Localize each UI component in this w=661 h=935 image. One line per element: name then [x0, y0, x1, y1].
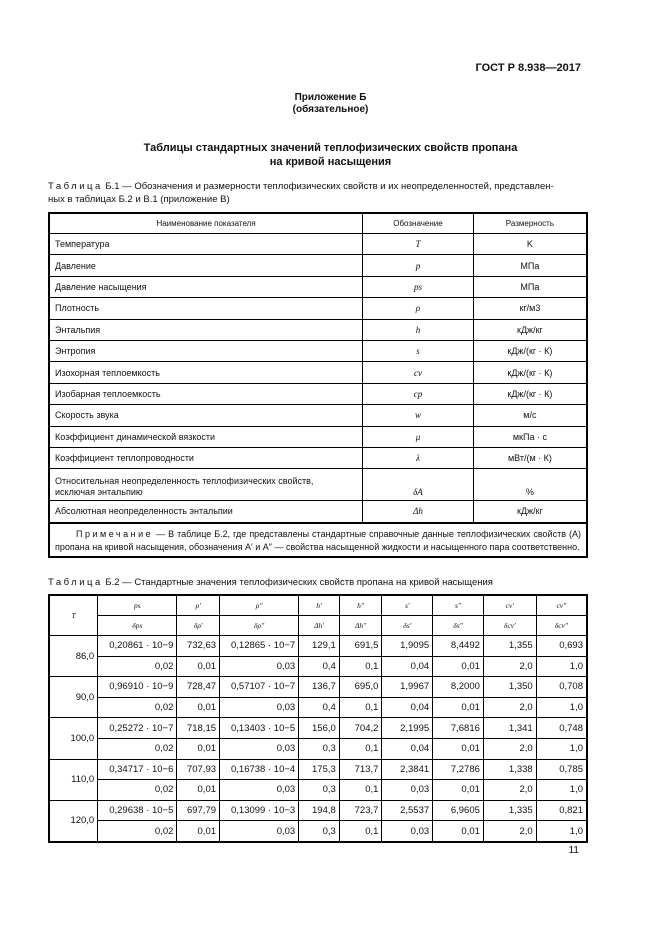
- row-name: Изобарная теплоемкость: [49, 383, 363, 404]
- row-symbol: [363, 276, 474, 297]
- column-header: [98, 595, 177, 616]
- row-unit: %: [473, 469, 587, 501]
- column-header: [536, 595, 587, 616]
- value-cell: 0,708: [536, 677, 587, 698]
- table-row: [49, 298, 587, 319]
- row-unit: кг/м3: [473, 298, 587, 319]
- symbol-text: cv″: [556, 601, 567, 610]
- value-cell: 8,4492: [433, 636, 484, 657]
- row-unit: кДж/кг: [473, 319, 587, 340]
- row-symbol: [363, 501, 474, 523]
- uncertainty-cell: 0,01: [433, 738, 484, 759]
- column-subheader: [177, 616, 220, 636]
- column-header: [339, 595, 382, 616]
- table-row: [49, 383, 587, 404]
- value-cell: 0,693: [536, 636, 587, 657]
- row-name: Коэффициент динамической вязкости: [49, 426, 363, 447]
- symbol-text: p: [415, 260, 421, 271]
- value-cell: 718,15: [177, 718, 220, 739]
- table-row: [49, 255, 587, 276]
- table-row: [49, 362, 587, 383]
- column-subheader: [433, 616, 484, 636]
- symbol-text: δρ′: [193, 621, 203, 630]
- table-row: [49, 636, 587, 657]
- row-symbol: [363, 362, 474, 383]
- value-cell: 1,9095: [382, 636, 433, 657]
- row-name: Энтропия: [49, 340, 363, 361]
- uncertainty-cell: 0,02: [98, 697, 177, 718]
- uncertainty-cell: 0,03: [220, 780, 299, 801]
- value-cell: 723,7: [339, 800, 382, 821]
- uncertainty-cell: 0,04: [382, 697, 433, 718]
- uncertainty-cell: 2,0: [483, 697, 536, 718]
- standard-header: ГОСТ Р 8.938—2017: [475, 62, 581, 74]
- uncertainty-cell: 1,0: [536, 780, 587, 801]
- row-symbol: [363, 234, 474, 255]
- table-note: [49, 523, 587, 557]
- document-title-line1: Таблицы стандартных значений теплофизических свойств пропана: [143, 142, 518, 154]
- uncertainty-cell: 0,04: [382, 738, 433, 759]
- value-cell: 0,748: [536, 718, 587, 739]
- uncertainty-cell: 0,01: [177, 821, 220, 842]
- symbol-text: μ: [415, 431, 421, 442]
- uncertainty-row: [49, 821, 587, 842]
- value-cell: 156,0: [299, 718, 340, 739]
- uncertainty-row: [49, 656, 587, 677]
- uncertainty-cell: 2,0: [483, 656, 536, 677]
- column-header: [433, 595, 484, 616]
- column-subheader: [483, 616, 536, 636]
- value-cell: 6,9605: [433, 800, 484, 821]
- symbol-text: Δh″: [354, 621, 367, 630]
- row-symbol: [363, 298, 474, 319]
- note-text: — В таблице Б.2, где представлены стандартные справочные данные теплофизических свойств (A) пропана на кривой насыщения, обозначения A′ и A″ — свойства насыщенной жидкости и насыщенного пара соответственно.: [55, 528, 581, 552]
- table1-caption: [48, 180, 588, 206]
- row-symbol: [363, 447, 474, 468]
- symbol-text: cp: [413, 388, 423, 399]
- value-cell: 695,0: [339, 677, 382, 698]
- table-row: [49, 319, 587, 340]
- uncertainty-cell: 0,01: [177, 697, 220, 718]
- document-title-line2: на кривой насыщения: [269, 156, 392, 168]
- temperature-cell: 120,0: [49, 800, 98, 842]
- table1-caption-text2: ных в таблицах Б.2 и В.1 (приложение В): [48, 194, 230, 205]
- symbol-text: cv′: [505, 601, 514, 610]
- uncertainty-cell: 0,03: [220, 697, 299, 718]
- row-name: Коэффициент теплопроводности: [49, 447, 363, 468]
- uncertainty-cell: 0,01: [177, 738, 220, 759]
- value-cell: 0,34717 · 10−6: [98, 759, 177, 780]
- appendix-status: (обязательное): [292, 104, 369, 115]
- value-cell: 1,350: [483, 677, 536, 698]
- symbol-text: δρ″: [253, 621, 265, 630]
- uncertainty-cell: 0,03: [220, 821, 299, 842]
- value-cell: 0,13099 · 10−3: [220, 800, 299, 821]
- value-cell: 0,96910 · 10−9: [98, 677, 177, 698]
- uncertainty-row: [49, 780, 587, 801]
- symbol-text: δcv″: [554, 621, 568, 630]
- value-cell: 728,47: [177, 677, 220, 698]
- value-cell: 1,341: [483, 718, 536, 739]
- value-cell: 0,20861 · 10−9: [98, 636, 177, 657]
- row-unit: кДж/(кг · К): [473, 383, 587, 404]
- value-cell: 707,93: [177, 759, 220, 780]
- value-cell: 7,2786: [433, 759, 484, 780]
- column-header: [483, 595, 536, 616]
- row-unit: МПа: [473, 276, 587, 297]
- document-title: [0, 141, 661, 169]
- value-cell: 713,7: [339, 759, 382, 780]
- uncertainty-cell: 0,02: [98, 821, 177, 842]
- uncertainty-cell: 0,03: [220, 656, 299, 677]
- symbol-text: h″: [357, 601, 365, 610]
- uncertainty-cell: 1,0: [536, 738, 587, 759]
- value-cell: 0,785: [536, 759, 587, 780]
- uncertainty-cell: 0,01: [177, 780, 220, 801]
- value-cell: 0,25272 · 10−7: [98, 718, 177, 739]
- value-cell: 8,2000: [433, 677, 484, 698]
- uncertainty-cell: 2,0: [483, 738, 536, 759]
- uncertainty-cell: 0,02: [98, 738, 177, 759]
- column-header: [220, 595, 299, 616]
- symbol-text: T: [415, 239, 421, 250]
- uncertainty-cell: 0,02: [98, 780, 177, 801]
- symbol-text: h′: [316, 601, 322, 610]
- temperature-cell: 110,0: [49, 759, 98, 800]
- value-cell: 194,8: [299, 800, 340, 821]
- table-row: [49, 276, 587, 297]
- value-cell: 704,2: [339, 718, 382, 739]
- row-symbol: [363, 255, 474, 276]
- column-header: Размерность: [473, 213, 587, 234]
- column-header: Наименование показателя: [49, 213, 363, 234]
- table-row: [49, 469, 587, 501]
- uncertainty-row: [49, 697, 587, 718]
- row-name: Плотность: [49, 298, 363, 319]
- saturation-values-table: [48, 594, 588, 843]
- symbol-text: s′: [405, 601, 410, 610]
- symbol-text: s: [416, 346, 420, 357]
- symbol-text: ρ″: [255, 601, 263, 610]
- row-unit: мВт/(м · К): [473, 447, 587, 468]
- row-unit: кДж/(кг · К): [473, 340, 587, 361]
- table2-caption-text: Б.2 — Стандартные значения теплофизических свойств пропана на кривой насыщения: [102, 577, 493, 588]
- uncertainty-cell: 0,1: [339, 780, 382, 801]
- appendix-heading: [0, 92, 661, 116]
- value-cell: 0,57107 · 10−7: [220, 677, 299, 698]
- symbol-text: ps: [413, 281, 422, 292]
- value-cell: 136,7: [299, 677, 340, 698]
- symbol-text: ρ: [415, 303, 421, 314]
- column-subheader: [536, 616, 587, 636]
- row-name-line1: Относительная неопределенность теплофизических свойств,: [55, 476, 314, 487]
- column-subheader: [339, 616, 382, 636]
- uncertainty-cell: 0,1: [339, 697, 382, 718]
- column-subheader: [299, 616, 340, 636]
- uncertainty-cell: 0,3: [299, 821, 340, 842]
- row-name: Давление насыщения: [49, 276, 363, 297]
- temperature-cell: 100,0: [49, 718, 98, 759]
- table-header-row: [49, 595, 587, 616]
- uncertainty-cell: 1,0: [536, 697, 587, 718]
- table2-caption: [48, 576, 608, 589]
- value-cell: 2,5537: [382, 800, 433, 821]
- table-row: [49, 340, 587, 361]
- symbol-text: cv: [413, 367, 422, 378]
- properties-table: [48, 212, 588, 558]
- symbol-text: ρ′: [195, 601, 201, 610]
- row-symbol: [363, 426, 474, 447]
- row-name: Изохорная теплоемкость: [49, 362, 363, 383]
- row-name: Энтальпия: [49, 319, 363, 340]
- uncertainty-cell: 0,01: [177, 656, 220, 677]
- row-name-line2: исключая энтальпию: [55, 487, 143, 498]
- row-name: Давление: [49, 255, 363, 276]
- row-symbol: [363, 405, 474, 426]
- value-cell: 732,63: [177, 636, 220, 657]
- column-header: Обозначение: [363, 213, 474, 234]
- row-symbol: [363, 319, 474, 340]
- uncertainty-cell: 1,0: [536, 821, 587, 842]
- row-unit: мкПа · с: [473, 426, 587, 447]
- value-cell: 691,5: [339, 636, 382, 657]
- value-cell: 0,29638 · 10−5: [98, 800, 177, 821]
- table-row: [49, 234, 587, 255]
- column-header-T: [49, 595, 98, 636]
- row-unit: кДж/кг: [473, 501, 587, 523]
- symbol-text: h: [415, 324, 421, 335]
- value-cell: 0,12865 · 10−7: [220, 636, 299, 657]
- uncertainty-cell: 0,01: [433, 821, 484, 842]
- temperature-cell: 90,0: [49, 677, 98, 718]
- row-unit: кДж/(кг · К): [473, 362, 587, 383]
- value-cell: 175,3: [299, 759, 340, 780]
- row-name: [49, 469, 363, 501]
- row-unit: м/с: [473, 405, 587, 426]
- uncertainty-cell: 0,01: [433, 697, 484, 718]
- symbol-text: w: [414, 410, 421, 421]
- row-name: Абсолютная неопределенность энтальпии: [49, 501, 363, 523]
- column-subheader: [98, 616, 177, 636]
- column-header: [382, 595, 433, 616]
- uncertainty-cell: 0,01: [433, 656, 484, 677]
- symbol-text: δA: [413, 487, 423, 498]
- value-cell: 1,338: [483, 759, 536, 780]
- value-cell: 697,79: [177, 800, 220, 821]
- symbol-text: s″: [455, 601, 462, 610]
- value-cell: 1,9967: [382, 677, 433, 698]
- symbol-text: δs′: [403, 621, 412, 630]
- symbol-text: δcv′: [503, 621, 516, 630]
- uncertainty-cell: 0,1: [339, 656, 382, 677]
- value-cell: 1,335: [483, 800, 536, 821]
- symbol-text: δs″: [453, 621, 463, 630]
- uncertainty-cell: 0,02: [98, 656, 177, 677]
- table1-caption-label: Таблица: [48, 181, 103, 192]
- row-unit: K: [473, 234, 587, 255]
- appendix-title: Приложение Б: [294, 92, 367, 103]
- row-name: Скорость звука: [49, 405, 363, 426]
- uncertainty-cell: 0,03: [382, 780, 433, 801]
- symbol-text: T: [71, 611, 76, 620]
- row-symbol: [363, 469, 474, 501]
- value-cell: 1,355: [483, 636, 536, 657]
- table-header-row: [49, 213, 587, 234]
- symbol-text: ps: [133, 601, 141, 610]
- table-subheader-row: [49, 616, 587, 636]
- page-number: 11: [568, 845, 579, 856]
- table-row: [49, 800, 587, 821]
- uncertainty-cell: 2,0: [483, 821, 536, 842]
- uncertainty-cell: 1,0: [536, 656, 587, 677]
- table2-caption-label: Таблица: [48, 577, 103, 588]
- symbol-text: Δh′: [314, 621, 324, 630]
- column-subheader: [220, 616, 299, 636]
- uncertainty-cell: 2,0: [483, 780, 536, 801]
- table-row: [49, 718, 587, 739]
- uncertainty-cell: 0,03: [382, 821, 433, 842]
- table1-caption-text: Б.1 — Обозначения и размерности теплофизических свойств и их неопределенностей, представлен-: [102, 181, 554, 192]
- note-label: Примечание: [76, 528, 154, 539]
- row-symbol: [363, 340, 474, 361]
- uncertainty-cell: 0,4: [299, 656, 340, 677]
- uncertainty-cell: 0,3: [299, 738, 340, 759]
- symbol-text: λ: [416, 453, 420, 464]
- uncertainty-cell: 0,1: [339, 821, 382, 842]
- table-row: [49, 677, 587, 698]
- note-row: [49, 523, 587, 557]
- table-row: [49, 447, 587, 468]
- column-subheader: [382, 616, 433, 636]
- table-row: [49, 501, 587, 523]
- uncertainty-cell: 0,01: [433, 780, 484, 801]
- value-cell: 2,3841: [382, 759, 433, 780]
- symbol-text: Δh: [413, 506, 423, 517]
- uncertainty-cell: 0,1: [339, 738, 382, 759]
- value-cell: 2,1995: [382, 718, 433, 739]
- uncertainty-row: [49, 738, 587, 759]
- value-cell: 7,6816: [433, 718, 484, 739]
- value-cell: 0,821: [536, 800, 587, 821]
- temperature-cell: 86,0: [49, 636, 98, 677]
- uncertainty-cell: 0,3: [299, 780, 340, 801]
- table-row: [49, 426, 587, 447]
- table-row: [49, 405, 587, 426]
- value-cell: 0,16738 · 10−4: [220, 759, 299, 780]
- column-header: [299, 595, 340, 616]
- table-row: [49, 759, 587, 780]
- row-symbol: [363, 383, 474, 404]
- symbol-text: δps: [132, 621, 143, 630]
- column-header: [177, 595, 220, 616]
- uncertainty-cell: 0,03: [220, 738, 299, 759]
- value-cell: 129,1: [299, 636, 340, 657]
- row-unit: МПа: [473, 255, 587, 276]
- row-name: Температура: [49, 234, 363, 255]
- value-cell: 0,13403 · 10−5: [220, 718, 299, 739]
- uncertainty-cell: 0,4: [299, 697, 340, 718]
- uncertainty-cell: 0,04: [382, 656, 433, 677]
